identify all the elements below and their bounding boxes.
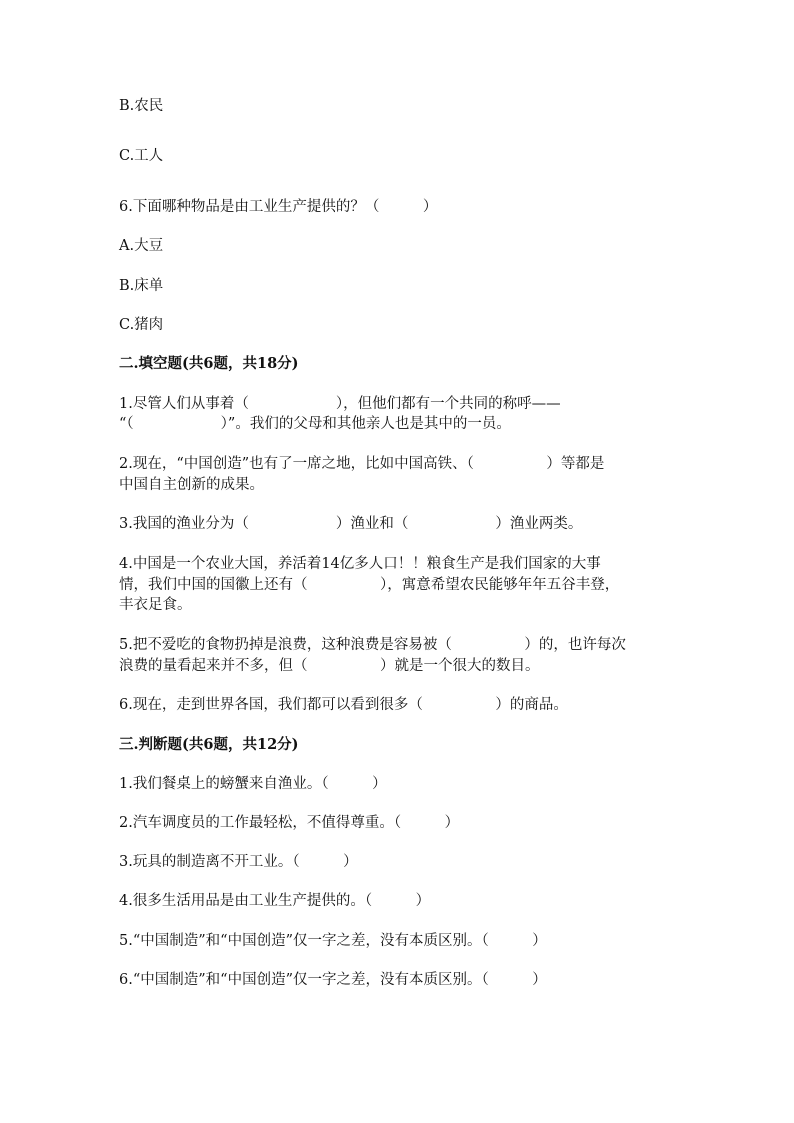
question-6: 6.下面哪种物品是由工业生产提供的？（ ） xyxy=(119,199,438,215)
judge-question-6: 6.“中国制造”和“中国创造”仅一字之差，没有本质区别。（ ） xyxy=(119,972,547,988)
option-c-worker: C.工人 xyxy=(119,148,164,164)
fill-question-1-line-1: 1.尽管人们从事着（ ），但他们都有一个共同的称呼—— xyxy=(119,396,561,412)
option-b-bedsheet: B.床单 xyxy=(119,278,164,294)
fill-question-4-line-3: 丰衣足食。 xyxy=(119,597,192,613)
judge-question-3: 3.玩具的制造离不开工业。（ ） xyxy=(119,854,358,870)
judge-question-5: 5.“中国制造”和“中国创造”仅一字之差，没有本质区别。（ ） xyxy=(119,933,547,949)
option-c-pork: C.猪肉 xyxy=(119,317,164,333)
judge-question-4: 4.很多生活用品是由工业生产提供的。（ ） xyxy=(119,893,431,909)
section-heading-fill-blank: 二.填空题(共6题，共18分) xyxy=(119,355,299,372)
fill-question-6: 6.现在，走到世界各国，我们都可以看到很多（ ）的商品。 xyxy=(119,697,568,713)
fill-question-4-line-1: 4.中国是一个农业大国，养活着14亿多人口！！粮食生产是我们国家的大事 xyxy=(119,556,601,572)
option-a-soybean: A.大豆 xyxy=(119,238,164,254)
judge-question-1: 1.我们餐桌上的螃蟹来自渔业。（ ） xyxy=(119,776,387,792)
judge-question-2: 2.汽车调度员的工作最轻松，不值得尊重。（ ） xyxy=(119,815,460,831)
fill-question-4-line-2: 情，我们中国的国徽上还有（ ），寓意希望农民能够年年五谷丰登， xyxy=(119,577,620,593)
fill-question-5-line-1: 5.把不爱吃的食物扔掉是浪费，这种浪费是容易被（ ）的，也许每次 xyxy=(119,637,626,653)
section-heading-true-false: 三.判断题(共6题，共12分) xyxy=(119,736,299,753)
fill-question-2-line-1: 2.现在，“中国创造”也有了一席之地，比如中国高铁、（ ）等都是 xyxy=(119,456,605,472)
option-b-farmer: B.农民 xyxy=(119,98,164,114)
fill-question-1-line-2: “（ ）”。我们的父母和其他亲人也是其中的一员。 xyxy=(119,416,511,432)
fill-question-2-line-2: 中国自主创新的成果。 xyxy=(119,477,264,493)
fill-question-3: 3.我国的渔业分为（ ）渔业和（ ）渔业两类。 xyxy=(119,516,583,532)
fill-question-5-line-2: 浪费的量看起来并不多，但（ ）就是一个很大的数目。 xyxy=(119,658,540,674)
